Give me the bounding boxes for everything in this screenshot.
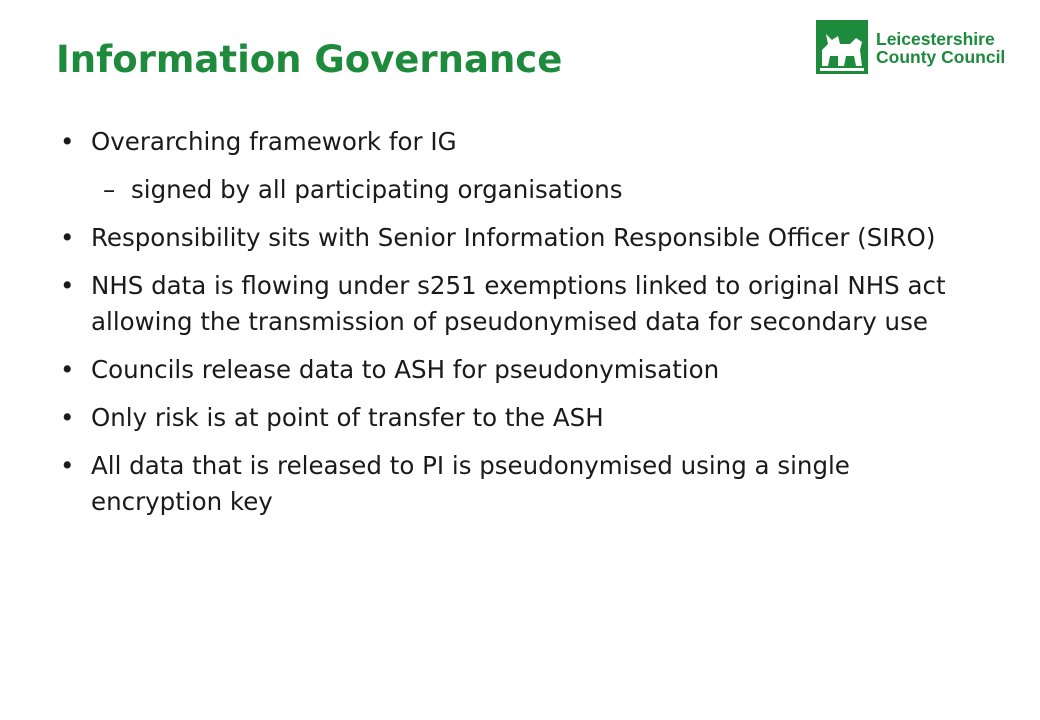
bullet-marker: • [60, 127, 75, 156]
fox-emblem-icon [816, 20, 868, 74]
sub-bullet-item [60, 172, 960, 208]
bullet-marker: • [60, 403, 75, 432]
bullet-text: Councils release data to ASH for pseudonymisation [91, 355, 720, 384]
bullet-marker: • [60, 223, 75, 252]
council-logo [816, 20, 1016, 76]
bullet-item [60, 124, 960, 160]
logo-line-1: Leicestershire [876, 29, 995, 49]
bullet-marker: • [60, 451, 75, 480]
bullet-text: Overarching framework for IG [91, 127, 457, 156]
bullet-marker: • [60, 355, 75, 384]
bullet-marker: • [60, 271, 75, 300]
dash-marker: – [103, 175, 116, 204]
bullet-text: signed by all participating organisations [131, 175, 623, 204]
bullet-item [60, 400, 960, 436]
bullet-text: All data that is released to PI is pseudonymised using a single encryption key [91, 451, 850, 516]
logo-line-2: County Council [876, 47, 1006, 67]
bullet-text: Only risk is at point of transfer to the ASH [91, 403, 604, 432]
bullet-item [60, 268, 960, 340]
logo-wordmark [876, 30, 1005, 66]
bullet-item [60, 448, 960, 520]
bullet-item [60, 220, 960, 256]
bullet-list [60, 124, 960, 532]
bullet-item [60, 352, 960, 388]
slide-title: Information Governance [56, 38, 563, 81]
bullet-text: NHS data is flowing under s251 exemptions linked to original NHS act allowing the transmission of pseudonymised data for secondary use [91, 271, 946, 336]
bullet-text: Responsibility sits with Senior Information Responsible Officer (SIRO) [91, 223, 936, 252]
